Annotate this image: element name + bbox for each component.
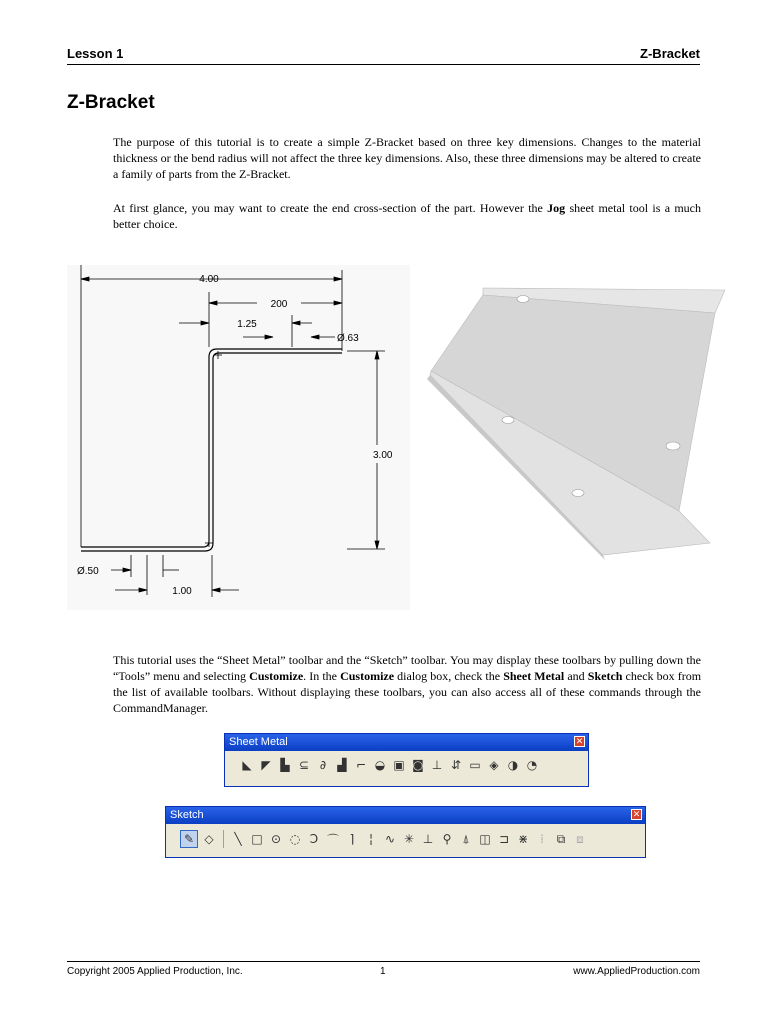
text-run: This tutorial uses the “Sheet Metal” toolbar and the “Sketch” toolbar. You may display these toolbars by pulling down the “Tools” menu and selecting [113,653,701,683]
miter-flange-icon[interactable]: ⊆ [298,758,310,772]
toolbars-paragraph [113,652,701,716]
line-icon[interactable]: ╲ [234,832,242,846]
trim-icon[interactable]: ⋇ [517,832,529,846]
sketch-fillet-icon[interactable]: ⌉ [349,832,355,846]
insert-bends-icon[interactable]: ◑ [507,758,519,772]
toolbar-titlebar[interactable] [166,807,645,824]
rectangle-icon[interactable]: □ [251,832,263,846]
fold-icon[interactable]: ⇵ [450,758,462,772]
toolbar-title: Sheet Metal [229,736,288,748]
dim-height-label: 3.00 [373,450,393,461]
text-run: and [564,669,588,683]
spline-icon[interactable]: ∿ [384,832,396,846]
base-flange-icon[interactable]: ◣ [242,758,252,772]
3point-arc-icon[interactable]: ⌒ [326,832,339,847]
z-bracket-dimension-drawing [67,265,410,610]
jog-paragraph [113,200,701,232]
text-run: At first glance, you may want to create the end cross-section of the part. However the [113,201,548,215]
bold-term: Sheet Metal [503,669,565,683]
dim-hole-dia-label: Ø.63 [337,333,359,344]
move-icon[interactable]: ⧉ [556,831,566,846]
forming-tool-icon[interactable]: ▣ [393,758,405,772]
sheet-metal-toolbar [224,733,589,787]
sheet-metal-icon[interactable]: ◤ [261,758,271,772]
header-lesson: Lesson 1 [67,46,124,61]
page-title: Z-Bracket [67,92,155,113]
dim-bottom-hole-dia-label: Ø.50 [77,566,99,577]
page-footer [67,961,700,980]
extend-icon[interactable]: ⁞ [540,832,544,846]
centerpoint-arc-icon[interactable]: ◌ [289,832,301,846]
page-number: 1 [380,966,386,977]
dim-top-flange-label: 200 [270,299,288,310]
bold-term: Customize [249,669,304,683]
text-run: dialog box, check the [394,669,504,683]
rip-icon[interactable]: ◈ [489,758,499,772]
sketch-toolbar [165,806,646,858]
header-topic: Z-Bracket [640,46,700,61]
offset-entities-icon[interactable]: ⊐ [498,832,510,846]
footer-website: www.AppliedProduction.com [573,966,700,977]
toolbar-titlebar[interactable] [225,734,588,751]
bold-term: Jog [547,201,566,215]
page-header [67,46,700,65]
toolbar-separator [223,830,224,848]
dim-hole-offset-label: 1.25 [237,319,257,330]
footer-copyright: Copyright 2005 Applied Production, Inc. [67,966,243,977]
close-icon[interactable]: ✕ [575,737,584,747]
intro-paragraph: The purpose of this tutorial is to create a simple Z-Bracket based on three key dimensions. Changes to the material thickness or the bend radius will not affect the three key dimensions. Also, these three dimensions may be altered to create a family of parts from the Z-Bracket. [113,135,701,181]
text-run: sheet metal tool is a much better choice. [113,201,702,231]
centerline-icon[interactable]: ¦ [368,832,374,846]
bold-term: Customize [340,669,395,683]
closed-corner-icon[interactable]: ◒ [374,758,386,772]
copy-icon[interactable]: ⧈ [576,831,584,846]
text-run: . In the [303,669,341,683]
toolbar-icon-row [166,824,645,848]
sketch-icon[interactable]: ✎ [180,830,198,848]
close-icon[interactable]: ✕ [632,810,641,820]
z-bracket-3d-view [425,275,725,560]
add-relation-icon[interactable]: ⊥ [422,832,434,846]
mirror-icon[interactable]: ⍋ [462,831,470,846]
convert-icon[interactable]: ◔ [526,758,538,772]
no-bends-icon[interactable]: ▭ [469,758,481,772]
edge-flange-icon[interactable]: ▙ [280,758,290,772]
text-run: check box from the list of available toolbars. Without displaying these toolbars, you can also access all of these commands through the CommandManager. [113,669,702,715]
tangent-arc-icon[interactable]: Ͻ [309,832,319,846]
circle-icon[interactable]: ⊙ [270,832,282,846]
smart-dimension-icon[interactable]: ◇ [204,832,214,846]
jog-icon[interactable]: ▟ [337,758,347,772]
display-relations-icon[interactable]: ⚲ [442,832,452,846]
toolbar-title: Sketch [170,809,204,821]
point-icon[interactable]: ✳ [403,832,415,846]
flatten-icon[interactable]: ◙ [412,758,424,772]
sketched-bend-icon[interactable]: ⌐ [355,758,367,772]
hem-icon[interactable]: ∂ [319,758,327,772]
toolbar-icon-row [225,751,588,773]
convert-entities-icon[interactable]: ◫ [479,832,491,846]
dim-width-label: 4.00 [199,274,219,285]
dim-bottom-offset-label: 1.00 [172,586,192,597]
unfold-icon[interactable]: ⊥ [431,758,443,772]
bold-term: Sketch [587,669,623,683]
